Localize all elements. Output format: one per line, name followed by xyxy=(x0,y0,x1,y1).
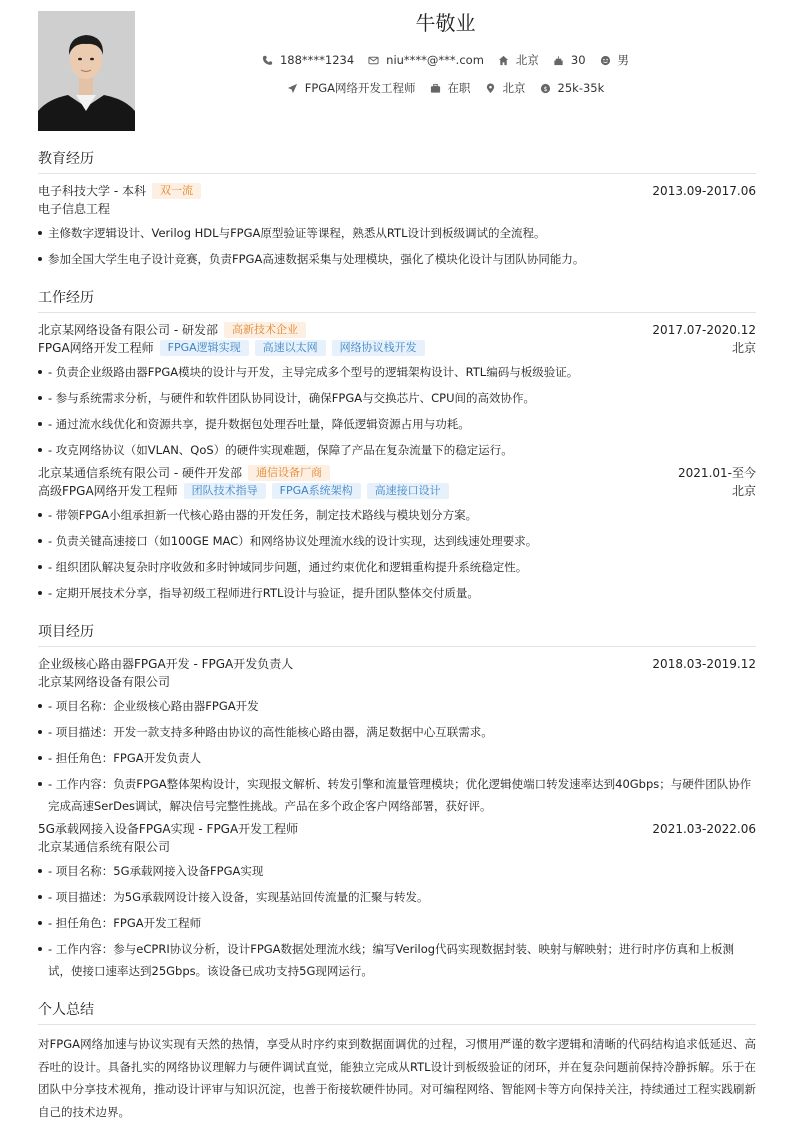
expected-salary: 25k-35k xyxy=(557,81,605,95)
list-item: - 项目名称：企业级核心路由器FPGA开发 xyxy=(38,695,756,717)
list-item: - 工作内容：参与eCPRI协议分析，设计FPGA数据处理流水线；编写Verilog代码实现数据封装、映射与解映射；进行时序仿真和上板测试，使接口速率达到25Gbps。该设备已成功支持5G现网运行。 xyxy=(38,938,756,982)
job-position: FPGA网络开发工程师 xyxy=(38,341,154,355)
resume-page xyxy=(38,10,756,1123)
education-title: 教育经历 xyxy=(38,149,756,174)
hometown-info xyxy=(498,52,539,68)
job-bullets xyxy=(38,361,756,461)
money-icon xyxy=(540,83,551,94)
list-item: - 负责企业级路由器FPGA模块的设计与开发，主导完成多个型号的逻辑架构设计、RTL编码与板级验证。 xyxy=(38,361,756,383)
gender-info xyxy=(600,52,630,68)
job-location: 北京 xyxy=(731,341,756,355)
job-head xyxy=(38,464,756,482)
list-item: - 组织团队解决复杂时序收敛和多时钟域同步问题，通过约束优化和逻辑重构提升系统稳定性。 xyxy=(38,556,756,578)
project-entry xyxy=(38,655,756,817)
job-bullets xyxy=(38,504,756,604)
age-info xyxy=(553,53,586,67)
list-item: - 负责关键高速接口（如100GE MAC）和网络协议处理流水线的设计实现，达到线速处理要求。 xyxy=(38,530,756,552)
project-org: 北京某通信系统有限公司 xyxy=(38,840,171,854)
education-major-row xyxy=(38,200,756,218)
project-bullets xyxy=(38,860,756,982)
hometown: 北京 xyxy=(515,53,539,67)
mail-icon xyxy=(368,55,379,66)
company-name: 北京某网络设备有限公司 - 研发部 xyxy=(38,323,218,337)
job-location: 北京 xyxy=(731,484,756,498)
list-item: - 项目描述：为5G承载网设计接入设备，实现基站回传流量的汇聚与转发。 xyxy=(38,886,756,908)
company-tag: 高新技术企业 xyxy=(224,322,306,338)
job-target: FPGA网络开发工程师 xyxy=(304,81,416,95)
job-date: 2021.01-至今 xyxy=(678,466,756,480)
company-name: 北京某通信系统有限公司 - 硬件开发部 xyxy=(38,466,242,480)
list-item: - 带领FPGA小组承担新一代核心路由器的开发任务，制定技术路线与模块划分方案。 xyxy=(38,504,756,526)
project-org: 北京某网络设备有限公司 xyxy=(38,675,171,689)
list-item: - 参与系统需求分析，与硬件和软件团队协同设计，确保FPGA与交换芯片、CPU间的高效协作。 xyxy=(38,387,756,409)
work-section xyxy=(38,288,756,604)
list-item: - 担任角色：FPGA开发负责人 xyxy=(38,747,756,769)
summary-text: 对FPGA网络加速与协议实现有天然的热情，享受从时序约束到数据面调优的过程，习惯用严谨的数字逻辑和清晰的代码结构追求低延迟、高吞吐的设计。具备扎实的网络协议理解力与硬件调试直觉，能独立完成从RTL设计到板级验证的闭环，并在复杂问题前保持冷静拆解。乐于在团队中分享技术视角，推动设计评审与知识沉淀，也善于衔接软硬件协同。对可编程网络、智能网卡等方向保持关注，持续通过工程实践刷新自己的技术边界。 xyxy=(38,1037,756,1119)
salary-info xyxy=(540,81,605,95)
profile-photo xyxy=(38,11,135,131)
home-icon xyxy=(498,55,509,66)
job-position-row xyxy=(38,482,756,500)
skill-tag: 网络协议栈开发 xyxy=(332,340,425,356)
skill-tag: 高速以太网 xyxy=(255,340,326,356)
project-org-row xyxy=(38,673,756,691)
resume-header xyxy=(38,10,756,132)
job-intent-row xyxy=(135,80,756,96)
project-entry xyxy=(38,820,756,982)
skill-tag: FPGA系统架构 xyxy=(272,483,361,499)
phone-icon xyxy=(262,55,273,66)
job-head xyxy=(38,321,756,339)
job-position: 高级FPGA网络开发工程师 xyxy=(38,484,178,498)
phone-number: 188****1234 xyxy=(279,53,355,67)
city-info xyxy=(485,80,526,96)
location-pin-icon xyxy=(485,83,496,94)
major: 电子信息工程 xyxy=(38,202,111,216)
target-city: 北京 xyxy=(502,81,526,95)
project-title: 项目经历 xyxy=(38,622,756,647)
contact-row xyxy=(135,52,756,68)
school-name: 电子科技大学 - 本科 xyxy=(38,184,146,198)
briefcase-icon xyxy=(430,83,441,94)
school-tag: 双一流 xyxy=(152,183,201,199)
list-item: - 定期开展技术分享，指导初级工程师进行RTL设计与验证，提升团队整体交付质量。 xyxy=(38,582,756,604)
education-bullets xyxy=(38,222,756,270)
project-name: 5G承载网接入设备FPGA实现 - FPGA开发工程师 xyxy=(38,822,299,836)
project-section xyxy=(38,622,756,982)
email-info xyxy=(368,53,484,67)
status-info xyxy=(430,80,471,96)
svg-text:$: $ xyxy=(542,84,548,93)
work-title: 工作经历 xyxy=(38,288,756,313)
email-address: niu****@***.com xyxy=(386,53,484,67)
send-icon xyxy=(287,83,298,94)
list-item: 参加全国大学生电子设计竞赛，负责FPGA高速数据采集与处理模块，强化了模块化设计与团队协同能力。 xyxy=(38,248,756,270)
list-item: - 攻克网络协议（如VLAN、QoS）的硬件实现难题，保障了产品在复杂流量下的稳定运行。 xyxy=(38,439,756,461)
project-org-row xyxy=(38,838,756,856)
education-date: 2013.09-2017.06 xyxy=(652,184,756,198)
skill-tag: 高速接口设计 xyxy=(367,483,449,499)
list-item: - 担任角色：FPGA开发工程师 xyxy=(38,912,756,934)
list-item: - 项目名称：5G承载网接入设备FPGA实现 xyxy=(38,860,756,882)
job-entry xyxy=(38,321,756,461)
list-item: - 项目描述：开发一款支持多种路由协议的高性能核心路由器，满足数据中心互联需求。 xyxy=(38,721,756,743)
phone-info xyxy=(262,53,354,67)
project-date: 2021.03-2022.06 xyxy=(652,822,756,836)
project-head xyxy=(38,655,756,673)
project-bullets xyxy=(38,695,756,817)
project-date: 2018.03-2019.12 xyxy=(652,657,756,671)
job-target-info xyxy=(287,80,416,96)
candidate-name: 牛敬业 xyxy=(415,11,476,35)
project-head xyxy=(38,820,756,838)
list-item: - 工作内容：负责FPGA整体架构设计，实现报文解析、转发引擎和流量管理模块；优化逻辑使端口转发速率达到40Gbps；与硬件团队协作完成高速SerDes调试，解决信号完整性挑战。产品在多个政企客户网络部署，获好评。 xyxy=(38,773,756,817)
skill-tag: 团队技术指导 xyxy=(184,483,266,499)
summary-title: 个人总结 xyxy=(38,1000,756,1025)
company-tag: 通信设备厂商 xyxy=(248,465,330,481)
age: 30 xyxy=(570,53,586,67)
skill-tag: FPGA逻辑实现 xyxy=(160,340,249,356)
summary-section xyxy=(38,1000,756,1123)
gender: 男 xyxy=(617,53,630,67)
smiley-icon xyxy=(600,55,611,66)
job-date: 2017.07-2020.12 xyxy=(652,323,756,337)
job-status: 在职 xyxy=(447,81,471,95)
list-item: - 通过流水线优化和资源共享，提升数据包处理吞吐量，降低逻辑资源占用与功耗。 xyxy=(38,413,756,435)
education-head xyxy=(38,182,756,200)
project-name: 企业级核心路由器FPGA开发 - FPGA开发负责人 xyxy=(38,657,294,671)
job-position-row xyxy=(38,339,756,357)
list-item: 主修数字逻辑设计、Verilog HDL与FPGA原型验证等课程，熟悉从RTL设计到板级调试的全流程。 xyxy=(38,222,756,244)
job-entry xyxy=(38,464,756,604)
cake-icon xyxy=(553,55,564,66)
education-section xyxy=(38,149,756,270)
